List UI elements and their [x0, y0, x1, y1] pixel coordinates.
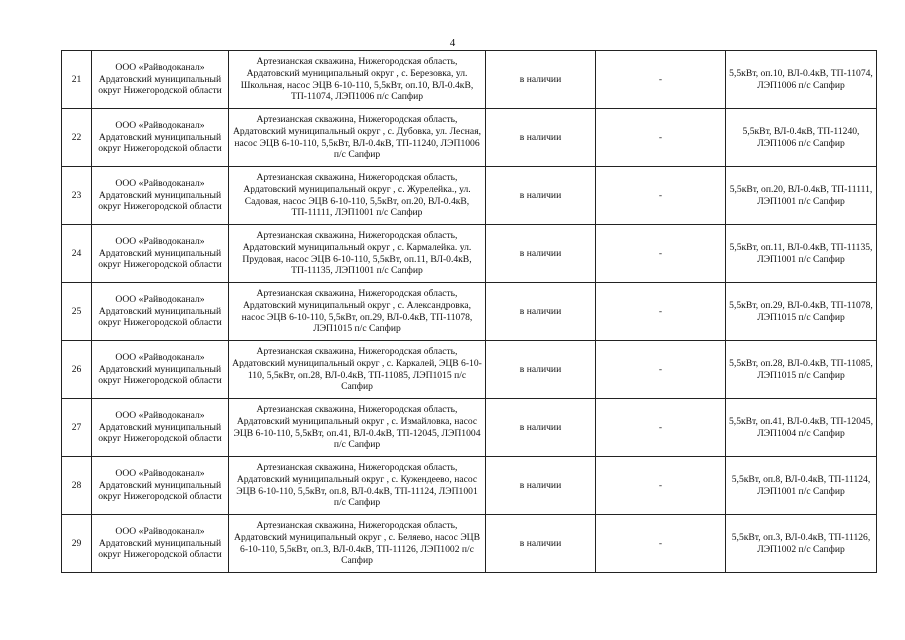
extra-cell: - [596, 109, 726, 167]
status-cell: в наличии [486, 341, 596, 399]
table-row [62, 109, 877, 167]
table-row [62, 457, 877, 515]
row-number: 27 [62, 399, 92, 457]
power-supply-cell: 5,5кВт, оп.29, ВЛ-0.4кВ, ТП-11078, ЛЭП1015 п/с Сапфир [726, 283, 877, 341]
object-description-cell: Артезианская скважина, Нижегородская область, Ардатовский муниципальный округ , с. Измайловка, насос ЭЦВ 6-10-110, 5,5кВт, оп.41, ВЛ-0.4кВ, ТП-12045, ЛЭП1004 п/с Сапфир [229, 399, 486, 457]
organization-cell: ООО «Райводоканал» Ардатовский муниципальный округ Нижегородской области [92, 399, 229, 457]
status-cell: в наличии [486, 399, 596, 457]
object-description-cell: Артезианская скважина, Нижегородская область, Ардатовский муниципальный округ , с. Беляево, насос ЭЦВ 6-10-110, 5,5кВт, оп.3, ВЛ-0.4кВ, ТП-11126, ЛЭП1002 п/с Сапфир [229, 515, 486, 573]
table-row [62, 167, 877, 225]
table-row [62, 283, 877, 341]
row-number: 22 [62, 109, 92, 167]
object-description-cell: Артезианская скважина, Нижегородская область, Ардатовский муниципальный округ , с. Журелейка., ул. Садовая, насос ЭЦВ 6-10-110, 5,5кВт, оп.20, ВЛ-0.4кВ, ТП-11111, ЛЭП1001 п/с Сапфир [229, 167, 486, 225]
table-row [62, 399, 877, 457]
extra-cell: - [596, 225, 726, 283]
power-supply-cell: 5,5кВт, ВЛ-0.4кВ, ТП-11240, ЛЭП1006 п/с Сапфир [726, 109, 877, 167]
row-number: 28 [62, 457, 92, 515]
extra-cell: - [596, 167, 726, 225]
extra-cell: - [596, 399, 726, 457]
power-supply-cell: 5,5кВт, оп.41, ВЛ-0.4кВ, ТП-12045, ЛЭП1004 п/с Сапфир [726, 399, 877, 457]
organization-cell: ООО «Райводоканал» Ардатовский муниципальный округ Нижегородской области [92, 109, 229, 167]
organization-cell: ООО «Райводоканал» Ардатовский муниципальный округ Нижегородской области [92, 283, 229, 341]
power-supply-cell: 5,5кВт, оп.3, ВЛ-0.4кВ, ТП-11126, ЛЭП1002 п/с Сапфир [726, 515, 877, 573]
row-number: 29 [62, 515, 92, 573]
row-number: 25 [62, 283, 92, 341]
power-supply-cell: 5,5кВт, оп.11, ВЛ-0.4кВ, ТП-11135, ЛЭП1001 п/с Сапфир [726, 225, 877, 283]
row-number: 23 [62, 167, 92, 225]
row-number: 24 [62, 225, 92, 283]
table-row [62, 341, 877, 399]
extra-cell: - [596, 283, 726, 341]
organization-cell: ООО «Райводоканал» Ардатовский муниципальный округ Нижегородской области [92, 225, 229, 283]
organization-cell: ООО «Райводоканал» Ардатовский муниципальный округ Нижегородской области [92, 515, 229, 573]
organization-cell: ООО «Райводоканал» Ардатовский муниципальный округ Нижегородской области [92, 457, 229, 515]
table-row [62, 225, 877, 283]
registry-table [61, 50, 877, 573]
organization-cell: ООО «Райводоканал» Ардатовский муниципальный округ Нижегородской области [92, 51, 229, 109]
table-row [62, 515, 877, 573]
object-description-cell: Артезианская скважина, Нижегородская область, Ардатовский муниципальный округ , с. Александровка, насос ЭЦВ 6-10-110, 5,5кВт, оп.29, ВЛ-0.4кВ, ТП-11078, ЛЭП1015 п/с Сапфир [229, 283, 486, 341]
row-number: 21 [62, 51, 92, 109]
status-cell: в наличии [486, 225, 596, 283]
object-description-cell: Артезианская скважина, Нижегородская область, Ардатовский муниципальный округ , с. Кужендеево, насос ЭЦВ 6-10-110, 5,5кВт, оп.8, ВЛ-0.4кВ, ТП-11124, ЛЭП1001 п/с Сапфир [229, 457, 486, 515]
row-number: 26 [62, 341, 92, 399]
status-cell: в наличии [486, 283, 596, 341]
status-cell: в наличии [486, 51, 596, 109]
table-row [62, 51, 877, 109]
object-description-cell: Артезианская скважина, Нижегородская область, Ардатовский муниципальный округ , с. Березовка, ул. Школьная, насос ЭЦВ 6-10-110, 5,5кВт, оп.10, ВЛ-0.4кВ, ТП-11074, ЛЭП1006 п/с Сапфир [229, 51, 486, 109]
object-description-cell: Артезианская скважина, Нижегородская область, Ардатовский муниципальный округ , с. Дубовка, ул. Лесная, насос ЭЦВ 6-10-110, 5,5кВт, ВЛ-0.4кВ, ТП-11240, ЛЭП1006 п/с Сапфир [229, 109, 486, 167]
status-cell: в наличии [486, 457, 596, 515]
extra-cell: - [596, 341, 726, 399]
page-number: 4 [449, 37, 456, 49]
object-description-cell: Артезианская скважина, Нижегородская область, Ардатовский муниципальный округ , с. Каркалей, ЭЦВ 6-10-110, 5,5кВт, оп.28, ВЛ-0.4кВ, ТП-11085, ЛЭП1015 п/с Сапфир [229, 341, 486, 399]
power-supply-cell: 5,5кВт, оп.8, ВЛ-0.4кВ, ТП-11124, ЛЭП1001 п/с Сапфир [726, 457, 877, 515]
object-description-cell: Артезианская скважина, Нижегородская область, Ардатовский муниципальный округ , с. Кармалейка. ул. Прудовая, насос ЭЦВ 6-10-110, 5,5кВт, оп.11, ВЛ-0.4кВ, ТП-11135, ЛЭП1001 п/с Сапфир [229, 225, 486, 283]
power-supply-cell: 5,5кВт, оп.28, ВЛ-0.4кВ, ТП-11085, ЛЭП1015 п/с Сапфир [726, 341, 877, 399]
organization-cell: ООО «Райводоканал» Ардатовский муниципальный округ Нижегородской области [92, 341, 229, 399]
organization-cell: ООО «Райводоканал» Ардатовский муниципальный округ Нижегородской области [92, 167, 229, 225]
extra-cell: - [596, 457, 726, 515]
extra-cell: - [596, 51, 726, 109]
power-supply-cell: 5,5кВт, оп.20, ВЛ-0.4кВ, ТП-11111, ЛЭП1001 п/с Сапфир [726, 167, 877, 225]
power-supply-cell: 5,5кВт, оп.10, ВЛ-0.4кВ, ТП-11074, ЛЭП1006 п/с Сапфир [726, 51, 877, 109]
status-cell: в наличии [486, 109, 596, 167]
status-cell: в наличии [486, 167, 596, 225]
status-cell: в наличии [486, 515, 596, 573]
extra-cell: - [596, 515, 726, 573]
